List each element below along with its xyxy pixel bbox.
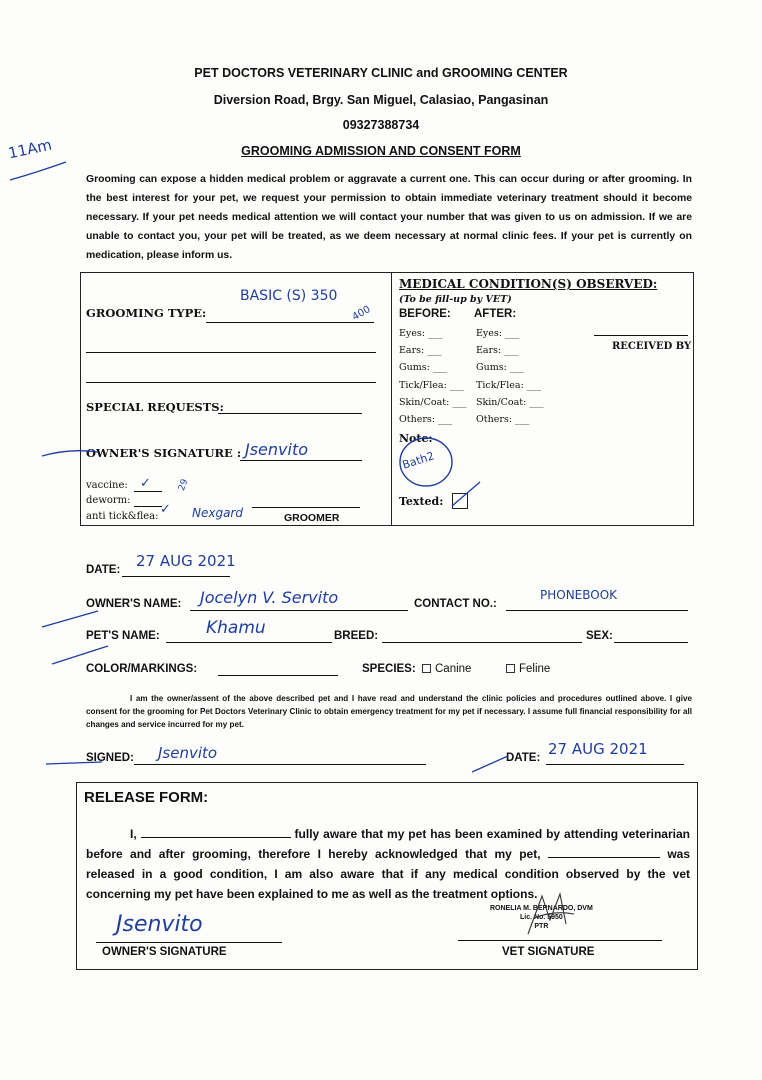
after-item: Ears: ___ <box>476 345 519 357</box>
owner-name-label: OWNER'S NAME: <box>86 598 182 610</box>
before-label: BEFORE: <box>399 308 451 320</box>
price-note: 400 <box>350 303 373 324</box>
medical-title: MEDICAL CONDITION(S) OBSERVED: <box>399 277 658 291</box>
grooming-line-2[interactable] <box>86 352 376 353</box>
owner-name-line[interactable] <box>190 610 408 611</box>
release-owner-signature: Jsenvito <box>116 912 203 937</box>
deworm-note: 29 <box>177 477 191 493</box>
release-text-2: fully aware that my pet has been examined by attending veterinarian before and after grooming, therefore I hereby acknowledged that my pet, <box>86 827 690 861</box>
canine-checkbox[interactable] <box>422 664 431 673</box>
release-paragraph <box>86 824 690 904</box>
clinic-name: PET DOCTORS VETERINARY CLINIC and GROOMING CENTER <box>194 66 568 80</box>
vet-stamp-license: Lic. No. 5950 <box>520 914 563 921</box>
arrow-stroke-5 <box>470 752 510 776</box>
after-list <box>476 325 544 428</box>
arrow-stroke-3 <box>50 640 110 670</box>
release-pet-line[interactable] <box>548 845 660 858</box>
vet-signature-label: VET SIGNATURE <box>502 946 595 958</box>
antitick-check: ✓ <box>160 502 171 517</box>
feline-label: Feline <box>519 663 551 675</box>
arrow-stroke-2 <box>40 605 100 635</box>
contact-value[interactable]: PHONEBOOK <box>540 588 618 602</box>
texted-mark <box>448 480 484 510</box>
special-requests-line[interactable] <box>218 413 362 414</box>
date-line[interactable] <box>122 576 230 577</box>
feline-checkbox[interactable] <box>506 664 515 673</box>
vaccine-label: vaccine: <box>86 480 128 491</box>
after-item: Gums: ___ <box>476 362 525 374</box>
species-canine[interactable] <box>422 663 471 675</box>
vet-signature-line[interactable] <box>458 940 662 941</box>
color-label: COLOR/MARKINGS: <box>86 663 198 675</box>
signed-label: SIGNED: <box>86 752 134 764</box>
form-title: GROOMING ADMISSION AND CONSENT FORM <box>241 144 521 158</box>
margin-note: 11Am <box>6 135 54 163</box>
sex-label: SEX: <box>586 630 613 642</box>
contact-label: CONTACT NO.: <box>414 598 497 610</box>
pet-name-line[interactable] <box>166 642 332 643</box>
received-by-label: RECEIVED BY <box>612 341 692 352</box>
color-line[interactable] <box>218 675 338 676</box>
intro-paragraph: Grooming can expose a hidden medical problem or aggravate a current one. This can occur during or after grooming. In the best interest for your pet, we request your permission to obtain immediate veterinary treatment should it become necessary. If your pet needs medical attention we will contact your number that was given to us on admission. If we are unable to contact you, your pet will be treated, as we deem necessary at normal clinic fees. If your pet is currently on medication, please inform us. <box>86 174 692 261</box>
margin-note-stroke <box>8 160 68 184</box>
note-value: Bath2 <box>400 449 436 472</box>
before-item: Skin/Coat: ___ <box>399 396 467 408</box>
owner-name-value[interactable]: Jocelyn V. Servito <box>200 588 339 607</box>
clinic-address: Diversion Road, Brgy. San Miguel, Calasiao, Pangasinan <box>213 93 549 107</box>
grooming-line-3[interactable] <box>86 382 376 383</box>
vet-stamp-ptr: PTR <box>534 923 549 930</box>
after-item: Skin/Coat: ___ <box>476 396 544 408</box>
received-by-line[interactable] <box>594 335 688 336</box>
vet-stamp-name: RONELIA M. BERNARDO, DVM <box>490 905 593 912</box>
release-text-1: I, <box>130 827 137 841</box>
vaccine-line[interactable] <box>134 491 162 492</box>
species-label: SPECIES: <box>362 663 416 675</box>
after-item: Others: ___ <box>476 414 530 426</box>
grooming-type-value[interactable]: BASIC (S) 350 <box>240 288 338 304</box>
owner-signature-line[interactable] <box>240 460 362 461</box>
owner-signature-label: OWNER'S SIGNATURE : <box>86 446 242 460</box>
signed-date-value[interactable]: 27 AUG 2021 <box>548 740 648 758</box>
deworm-label: deworm: <box>86 495 131 506</box>
after-item: Tick/Flea: ___ <box>476 379 542 391</box>
release-title: RELEASE FORM: <box>84 789 209 806</box>
vet-signature-scribble <box>520 890 580 940</box>
antitick-label: anti tick&flea: <box>86 511 159 522</box>
special-requests-label: SPECIAL REQUESTS: <box>86 400 224 414</box>
before-item: Tick/Flea: ___ <box>399 379 465 391</box>
signed-date-line[interactable] <box>546 764 684 765</box>
release-owner-signature-label: OWNER'S SIGNATURE <box>102 946 227 958</box>
after-item: Eyes: ___ <box>476 328 520 339</box>
pet-name-value[interactable]: Khamu <box>206 618 266 638</box>
release-text-3: was released in a good condition, I am also aware that if any medical condition observed by the vet concerning my pet have been explained to me as well as the treatment options. <box>86 847 691 901</box>
antitick-value: Nexgard <box>192 506 243 520</box>
note-label: Note: <box>399 432 433 445</box>
species-feline[interactable] <box>506 663 550 675</box>
groomer-line[interactable] <box>252 507 360 508</box>
pet-name-label: PET'S NAME: <box>86 630 160 642</box>
release-owner-signature-line[interactable] <box>96 942 282 943</box>
deworm-line[interactable] <box>134 506 162 507</box>
before-item: Eyes: ___ <box>399 328 443 339</box>
date-value[interactable]: 27 AUG 2021 <box>136 552 236 570</box>
texted-label: Texted: <box>399 495 444 508</box>
before-item: Ears: ___ <box>399 345 442 357</box>
signed-value[interactable]: Jsenvito <box>158 744 218 762</box>
grooming-type-label: GROOMING TYPE: <box>86 306 207 320</box>
medical-subtitle: (To be fill-up by VET) <box>399 294 512 305</box>
sex-line[interactable] <box>614 642 688 643</box>
before-list <box>399 325 467 428</box>
date-label: DATE: <box>86 564 121 576</box>
arrow-stroke-4 <box>44 756 104 770</box>
before-item: Others: ___ <box>399 414 453 426</box>
signed-line[interactable] <box>134 764 426 765</box>
grooming-type-line <box>206 322 374 323</box>
after-label: AFTER: <box>474 308 517 320</box>
release-name-line[interactable] <box>141 825 291 838</box>
breed-label: BREED: <box>334 630 379 642</box>
arrow-stroke-1 <box>40 440 100 470</box>
contact-line[interactable] <box>506 610 688 611</box>
groomer-label: GROOMER <box>284 512 340 524</box>
clinic-phone: 09327388734 <box>342 118 420 132</box>
canine-label: Canine <box>435 663 472 675</box>
consent-paragraph: I am the owner/assent of the above described pet and I have read and understand the clinic policies and procedures outlined above. I give consent for the grooming for Pet Doctors Veterinary Clinic to obtain emergency treatment for my pet if necessary. I assume full financial responsibility for all changes and service incurred for my pet. <box>86 694 692 729</box>
owner-signature-grooming: Jsenvito <box>245 440 309 459</box>
breed-line[interactable] <box>382 642 582 643</box>
before-item: Gums: ___ <box>399 362 448 374</box>
signed-date-label: DATE: <box>506 752 541 764</box>
vaccine-check: ✓ <box>140 476 151 491</box>
